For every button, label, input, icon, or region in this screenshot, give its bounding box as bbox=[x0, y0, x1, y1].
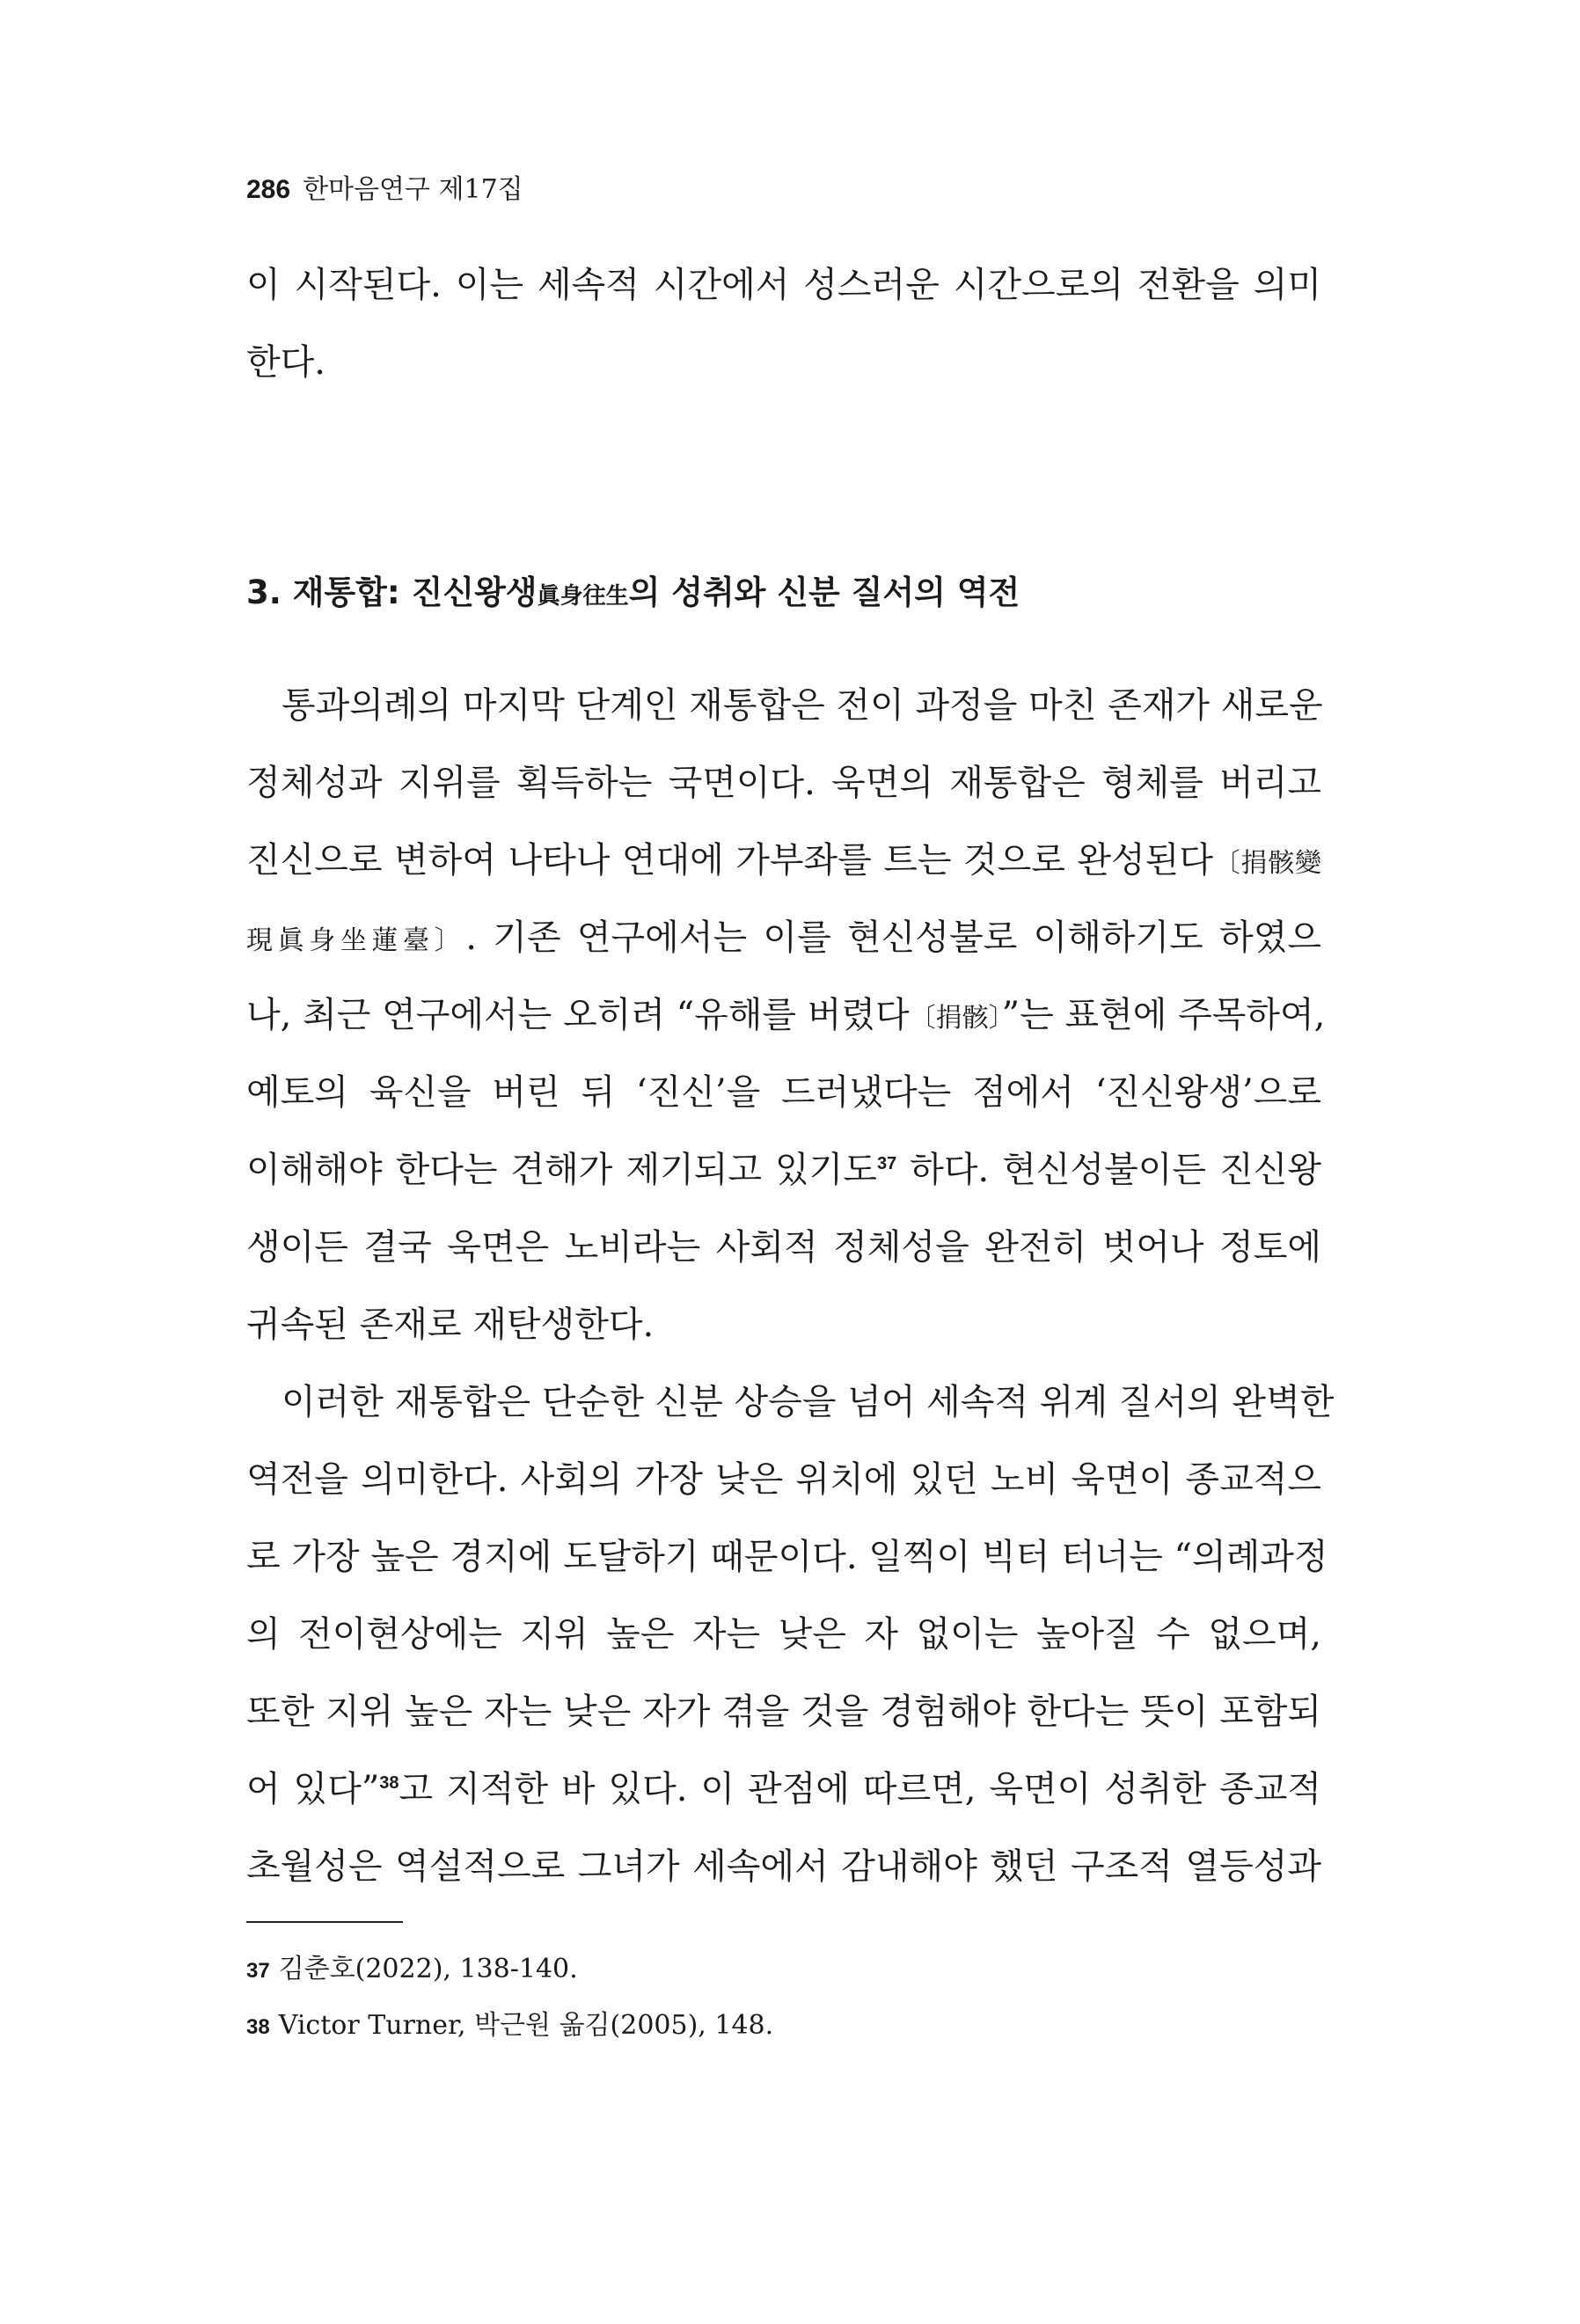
section-heading bbox=[246, 566, 1020, 623]
text-line bbox=[246, 976, 1326, 1054]
footnote-divider bbox=[246, 1921, 403, 1923]
text-span: ”는 표현에 주목하여, bbox=[1001, 995, 1326, 1035]
text-line bbox=[246, 1750, 1321, 1828]
text-span: 하다. 현신성불이든 진신왕 bbox=[896, 1150, 1321, 1190]
journal-title: 한마음연구 제17집 bbox=[303, 174, 523, 205]
text-line: 역전을 의미한다. 사회의 가장 낮은 위치에 있던 노비 욱면이 종교적으 bbox=[246, 1459, 1321, 1500]
text-line: 통과의례의 마지막 단계인 재통합은 전이 과정을 마친 존재가 새로운 bbox=[282, 685, 1323, 726]
page-number: 286 bbox=[246, 175, 291, 204]
text-line bbox=[246, 1131, 1321, 1209]
footnote-text: 김춘호(2022), 138-140. bbox=[278, 1954, 578, 1984]
paragraph-1 bbox=[246, 667, 1326, 1363]
text-line: 또한 지위 높은 자는 낮은 자가 겪을 것을 경험해야 한다는 뜻이 포함되 bbox=[246, 1692, 1321, 1732]
text-span: 진신으로 변하여 나타나 연대에 가부좌를 트는 것으로 완성된다 bbox=[246, 840, 1213, 881]
footnote-38 bbox=[246, 1999, 773, 2055]
hanja-span: 〔捐骸〕 bbox=[909, 1003, 1002, 1034]
footnote-ref-37[interactable]: 37 bbox=[876, 1154, 897, 1173]
text-span: 이해해야 한다는 견해가 제기되고 있기도 bbox=[246, 1150, 877, 1190]
paragraph-2 bbox=[246, 1363, 1335, 1905]
section-heading-text: 3. 재통합: 진신왕생 bbox=[246, 574, 538, 611]
footnote-ref-38[interactable]: 38 bbox=[379, 1773, 399, 1793]
running-head bbox=[246, 172, 523, 208]
hanja-span: 〔捐骸變 bbox=[1212, 848, 1321, 879]
text-line: 귀속된 존재로 재탄생한다. bbox=[246, 1305, 655, 1345]
text-line: 의 전이현상에는 지위 높은 자는 낮은 자 없이는 높아질 수 없으며, bbox=[246, 1614, 1321, 1655]
text-span: 나, 최근 연구에서는 오히려 “유해를 버렸다 bbox=[246, 995, 910, 1035]
text-line: 로 가장 높은 경지에 도달하기 때문이다. 일찍이 빅터 터너는 “의례과정 bbox=[246, 1537, 1328, 1577]
text-span: 고 지적한 바 있다. 이 관점에 따르면, 욱면이 성취한 종교적 bbox=[399, 1769, 1321, 1809]
footnotes bbox=[246, 1942, 773, 2055]
text-line: 한다. bbox=[246, 342, 326, 383]
text-span: 어 있다” bbox=[246, 1769, 380, 1809]
section-heading-text: 의 성취와 신분 질서의 역전 bbox=[628, 574, 1020, 611]
text-line: 초월성은 역설적으로 그녀가 세속에서 감내해야 했던 구조적 열등성과 bbox=[246, 1846, 1321, 1887]
text-line: 정체성과 지위를 획득하는 국면이다. 욱면의 재통합은 형체를 버리고 bbox=[246, 763, 1321, 803]
text-line: 이러한 재통합은 단순한 신분 상승을 넘어 세속적 위계 질서의 완벽한 bbox=[282, 1382, 1335, 1422]
text-line bbox=[246, 822, 1321, 899]
text-line: 생이든 결국 욱면은 노비라는 사회적 정체성을 완전히 벗어나 정토에 bbox=[246, 1227, 1321, 1268]
footnote-number: 38 bbox=[246, 2015, 270, 2039]
footnote-number: 37 bbox=[246, 1959, 270, 1983]
hanja-span: 現眞身坐蓮臺〕 bbox=[246, 925, 466, 956]
text-line: 예토의 육신을 버린 뒤 ‘진신’을 드러냈다는 점에서 ‘진신왕생’으로 bbox=[246, 1072, 1321, 1113]
footnote-37 bbox=[246, 1942, 773, 1999]
text-span: . 기존 연구에서는 이를 현신성불로 이해하기도 하였으 bbox=[465, 917, 1321, 958]
footnote-text: Victor Turner, 박근원 옮김(2005), 148. bbox=[278, 2010, 774, 2041]
intro-paragraph bbox=[246, 246, 1321, 401]
text-line: 이 시작된다. 이는 세속적 시간에서 성스러운 시간으로의 전환을 의미 bbox=[246, 265, 1321, 305]
section-heading-hanja: 眞身往生 bbox=[537, 583, 629, 610]
text-line bbox=[246, 899, 1321, 976]
